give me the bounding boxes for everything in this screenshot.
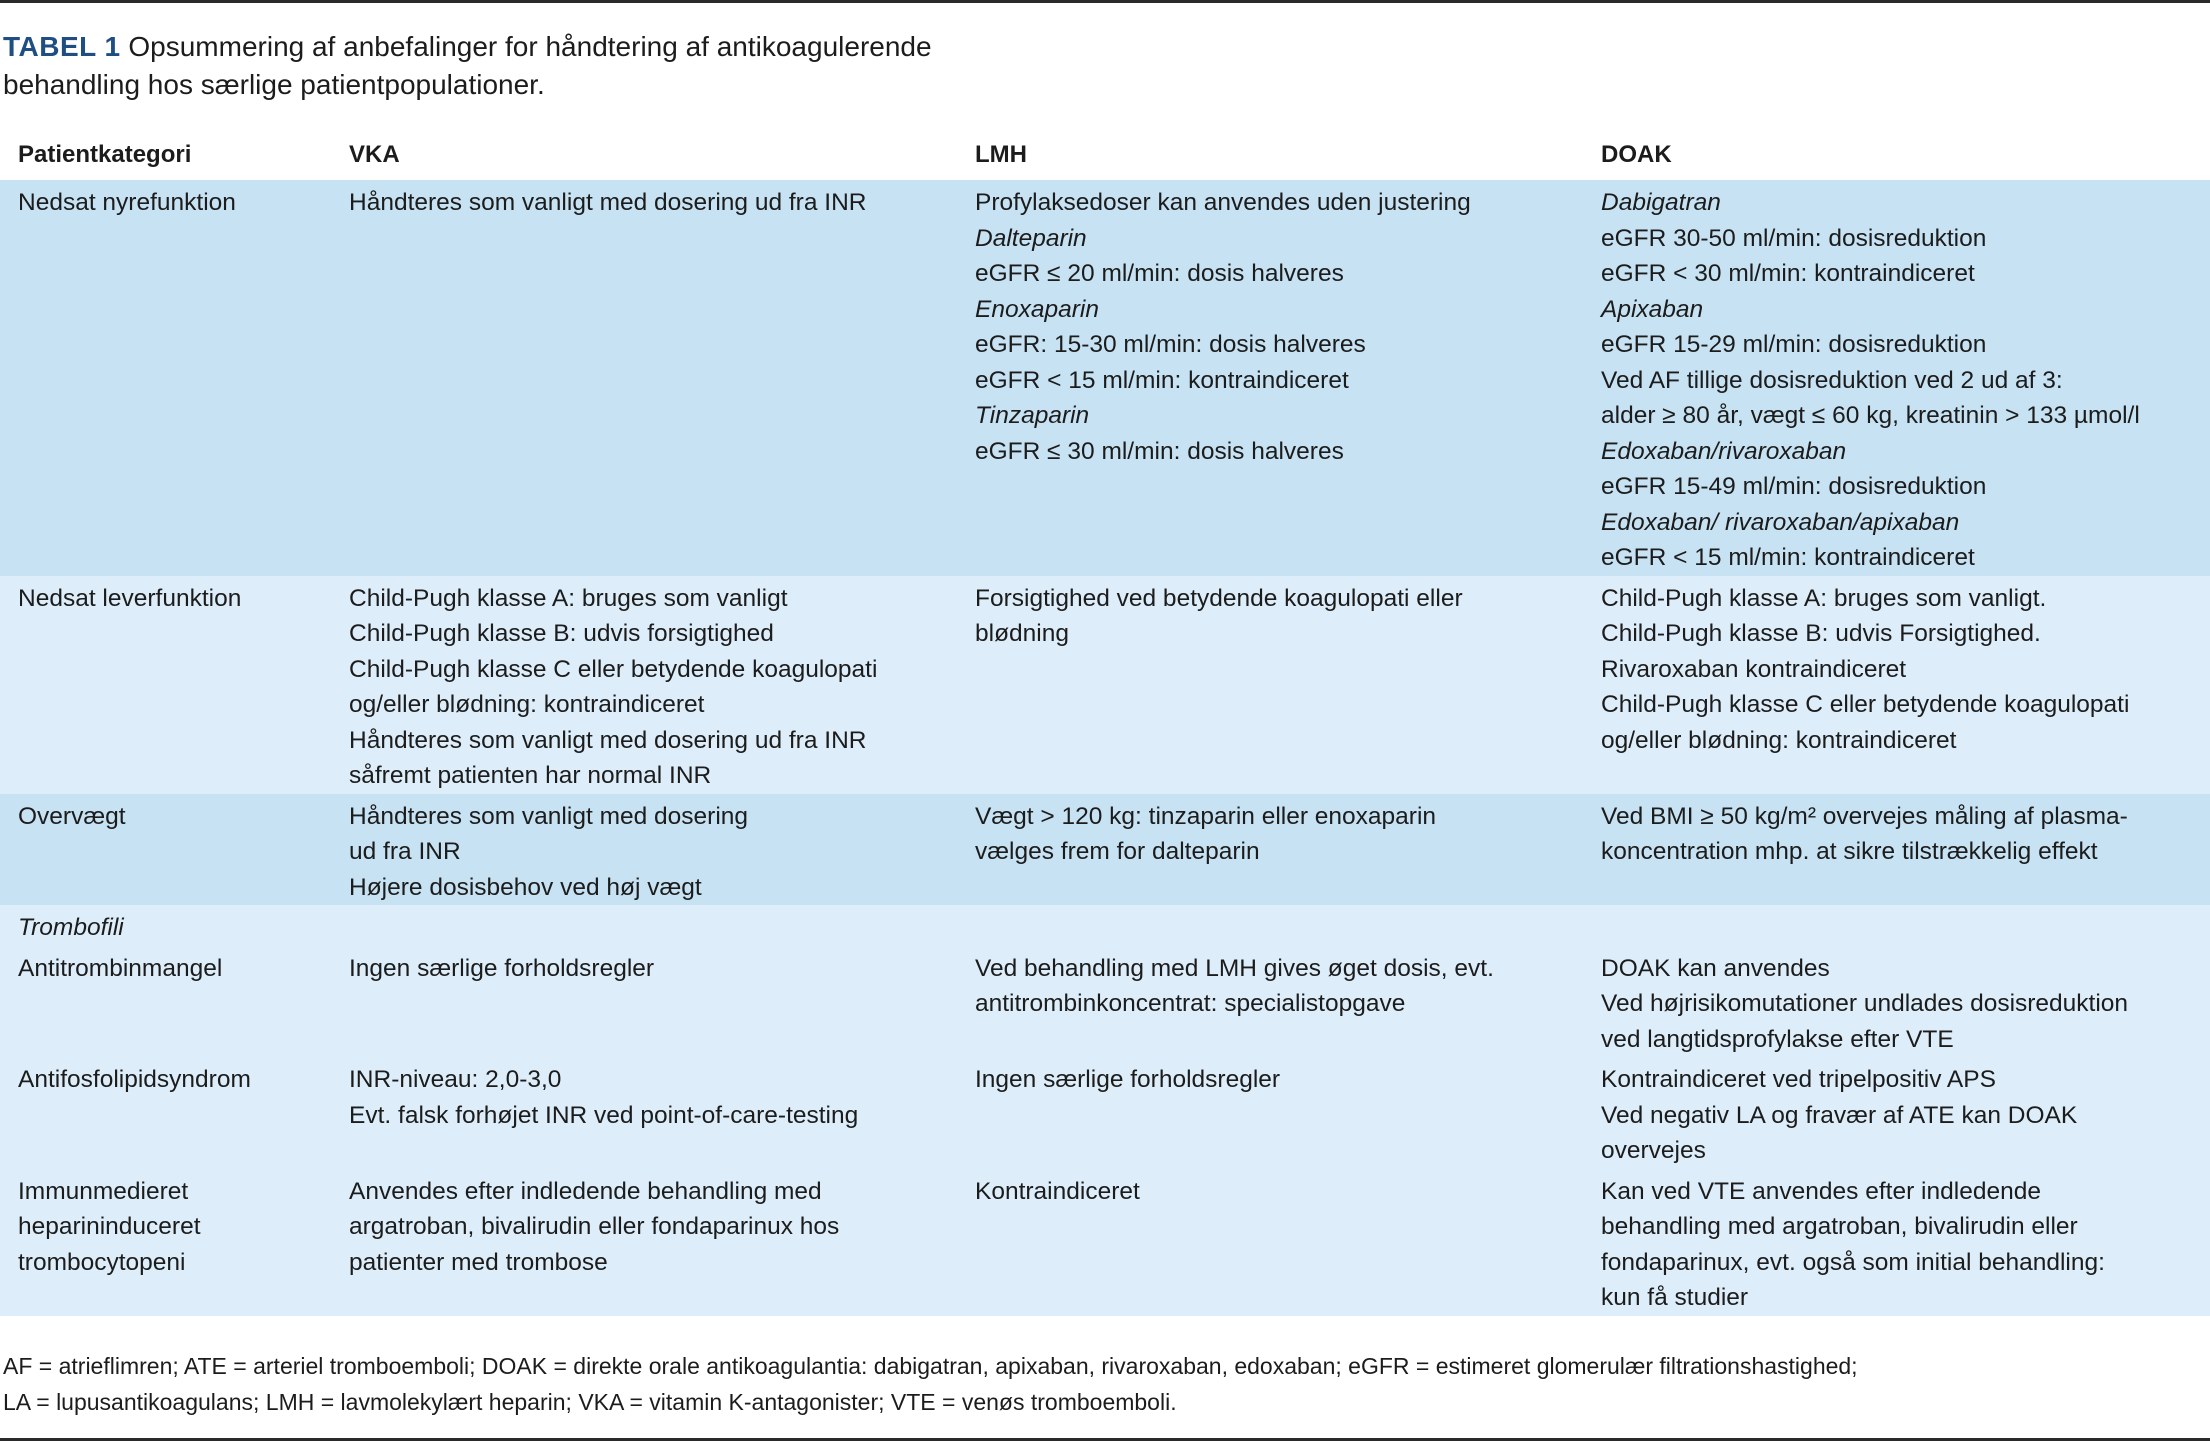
cell-line: Immunmedieret (18, 1177, 189, 1205)
cell-line: Tinzaparin (975, 402, 1090, 429)
header-lmh: LMH (957, 128, 1583, 180)
header-patientkategori: Patientkategori (0, 128, 331, 180)
cell-category (0, 180, 331, 576)
cell-lmh (957, 1057, 1583, 1169)
top-rule (0, 0, 2210, 3)
cell-line: Højere dosisbehov ved høj vægt (349, 873, 702, 901)
cell-line: overvejes (1601, 1137, 1706, 1164)
table-row (0, 946, 2210, 1058)
cell-line: Ved højrisikomutationer undlades dosisreduktion (1601, 990, 2129, 1017)
cell-line: Nedsat leverfunktion (18, 584, 242, 612)
footnote-line2: LA = lupusantikoagulans; LMH = lavmolekylært heparin; VKA = vitamin K-antagonister; VTE = venøs tromboemboli. (3, 1389, 1177, 1415)
cell-line: Håndteres som vanligt med dosering ud fra INR (349, 726, 867, 754)
cell-line: Ved negativ LA og fravær af ATE kan DOAK (1601, 1101, 2078, 1129)
cell-line: argatroban, bivalirudin eller fondaparinux hos (349, 1213, 840, 1240)
cell-doak (1583, 180, 2210, 576)
cell-line: Ved AF tillige dosisreduktion ved 2 ud af 3: (1601, 366, 2063, 394)
table-row (0, 1169, 2210, 1316)
cell-line: Ingen særlige forholdsregler (349, 954, 655, 982)
footnote-line1: AF = atrieflimren; ATE = arteriel tromboemboli; DOAK = direkte orale antikoagulantia: dabigatran, apixaban, rivaroxaban, edoxaban; eGFR = estimeret glomerulær filtrationshastighed; (3, 1353, 1858, 1379)
cell-line: Håndteres som vanligt med dosering ud fra INR (349, 189, 867, 216)
cell-vka (331, 576, 957, 794)
caption-text-line1: Opsummering af anbefalinger for håndtering af antikoagulerende (128, 31, 932, 62)
abbreviation-footnote (3, 1348, 2203, 1420)
table-caption (3, 28, 1103, 104)
cell-vka (331, 905, 957, 946)
table-number-label: TABEL 1 (3, 31, 121, 62)
cell-line: Antifosfolipidsyndrom (18, 1066, 251, 1093)
table-row (0, 180, 2210, 576)
cell-line: heparininduceret (18, 1213, 201, 1240)
cell-vka (331, 1057, 957, 1169)
cell-line: behandling med argatroban, bivalirudin eller (1601, 1213, 2078, 1240)
recommendations-table-wrapper (0, 128, 2210, 1316)
cell-line: eGFR ≤ 30 ml/min: dosis halveres (975, 437, 1344, 465)
cell-line: Overvægt (18, 802, 126, 830)
header-vka: VKA (331, 128, 957, 180)
cell-line: eGFR < 15 ml/min: kontraindiceret (1601, 544, 1975, 571)
cell-doak (1583, 1169, 2210, 1316)
cell-doak (1583, 794, 2210, 906)
cell-line: Ved BMI ≥ 50 kg/m² overvejes måling af plasma- (1601, 802, 2128, 830)
cell-line: ved langtidsprofylakse efter VTE (1601, 1025, 1954, 1053)
cell-line: Child-Pugh klasse C eller betydende koagulopati (1601, 691, 2130, 718)
cell-line: fondaparinux, evt. også som initial behandling: (1601, 1248, 2105, 1276)
cell-category (0, 905, 331, 946)
cell-line: Profylaksedoser kan anvendes uden justering (975, 189, 1471, 216)
cell-lmh (957, 905, 1583, 946)
cell-line: alder ≥ 80 år, vægt ≤ 60 kg, kreatinin > 133 µmol/l (1601, 402, 2140, 429)
cell-line: Forsigtighed ved betydende koagulopati eller (975, 584, 1463, 612)
cell-line: Nedsat nyrefunktion (18, 189, 236, 216)
cell-line: eGFR ≤ 20 ml/min: dosis halveres (975, 260, 1344, 287)
cell-doak (1583, 1057, 2210, 1169)
cell-line: Child-Pugh klasse C eller betydende koagulopati (349, 655, 878, 683)
cell-category (0, 1169, 331, 1316)
cell-line: såfremt patienten har normal INR (349, 762, 712, 789)
cell-category (0, 794, 331, 906)
cell-vka (331, 180, 957, 576)
cell-line: Enoxaparin (975, 295, 1099, 323)
cell-doak (1583, 946, 2210, 1058)
cell-line: Antitrombinmangel (18, 954, 223, 982)
cell-line: blødning (975, 620, 1069, 647)
cell-line: Evt. falsk forhøjet INR ved point-of-care-testing (349, 1101, 859, 1129)
cell-line: Dabigatran (1601, 189, 1721, 216)
cell-line: Ingen særlige forholdsregler (975, 1066, 1281, 1093)
cell-category (0, 1057, 331, 1169)
cell-line: Vægt > 120 kg: tinzaparin eller enoxaparin (975, 802, 1437, 830)
cell-line: INR-niveau: 2,0-3,0 (349, 1066, 562, 1093)
cell-line: ud fra INR (349, 838, 461, 865)
cell-lmh (957, 1169, 1583, 1316)
cell-line: eGFR: 15-30 ml/min: dosis halveres (975, 331, 1366, 358)
caption-text-line2: behandling hos særlige patientpopulationer. (3, 69, 545, 100)
table-row (0, 576, 2210, 794)
cell-line: antitrombinkoncentrat: specialistopgave (975, 990, 1406, 1017)
cell-line: vælges frem for dalteparin (975, 838, 1260, 865)
header-doak: DOAK (1583, 128, 2210, 180)
cell-vka (331, 946, 957, 1058)
cell-doak (1583, 576, 2210, 794)
cell-category (0, 946, 331, 1058)
cell-line: eGFR 30-50 ml/min: dosisreduktion (1601, 224, 1987, 252)
cell-line: Kontraindiceret ved tripelpositiv APS (1601, 1066, 1996, 1093)
cell-line: Rivaroxaban kontraindiceret (1601, 655, 1907, 683)
cell-vka (331, 794, 957, 906)
cell-line: Child-Pugh klasse B: udvis Forsigtighed. (1601, 620, 2041, 647)
cell-lmh (957, 946, 1583, 1058)
table-row (0, 1057, 2210, 1169)
cell-lmh (957, 794, 1583, 906)
cell-lmh (957, 180, 1583, 576)
table-body (0, 180, 2210, 1316)
cell-line: eGFR < 30 ml/min: kontraindiceret (1601, 260, 1975, 287)
cell-doak (1583, 905, 2210, 946)
cell-line: eGFR 15-49 ml/min: dosisreduktion (1601, 473, 1987, 500)
cell-line: Kan ved VTE anvendes efter indledende (1601, 1177, 2041, 1205)
cell-line: koncentration mhp. at sikre tilstrækkelig effekt (1601, 838, 2098, 865)
cell-lmh (957, 576, 1583, 794)
recommendations-table (0, 128, 2210, 1316)
cell-vka (331, 1169, 957, 1316)
cell-line: eGFR 15-29 ml/min: dosisreduktion (1601, 331, 1987, 358)
cell-line: Ved behandling med LMH gives øget dosis, evt. (975, 954, 1494, 982)
table-row (0, 905, 2210, 946)
cell-line: DOAK kan anvendes (1601, 954, 1830, 982)
cell-line: Child-Pugh klasse A: bruges som vanligt (349, 584, 788, 612)
cell-line: Child-Pugh klasse A: bruges som vanligt. (1601, 584, 2047, 612)
cell-line: Kontraindiceret (975, 1177, 1140, 1205)
cell-line: Håndteres som vanligt med dosering (349, 802, 749, 830)
bottom-rule (0, 1438, 2210, 1441)
cell-line: Edoxaban/rivaroxaban (1601, 437, 1847, 465)
cell-line: trombocytopeni (18, 1248, 186, 1276)
cell-line: Dalteparin (975, 224, 1087, 252)
cell-line: og/eller blødning: kontraindiceret (349, 691, 705, 718)
cell-line: og/eller blødning: kontraindiceret (1601, 726, 1957, 754)
table-row (0, 794, 2210, 906)
cell-line: eGFR < 15 ml/min: kontraindiceret (975, 366, 1349, 394)
cell-line: Trombofili (18, 914, 124, 941)
cell-line: Child-Pugh klasse B: udvis forsigtighed (349, 620, 774, 647)
table-header-row (0, 128, 2210, 180)
cell-line: kun få studier (1601, 1284, 1749, 1311)
cell-category (0, 576, 331, 794)
cell-line: patienter med trombose (349, 1248, 608, 1276)
cell-line: Anvendes efter indledende behandling med (349, 1177, 822, 1205)
cell-line: Apixaban (1601, 295, 1704, 323)
cell-line: Edoxaban/ rivaroxaban/apixaban (1601, 508, 1960, 536)
